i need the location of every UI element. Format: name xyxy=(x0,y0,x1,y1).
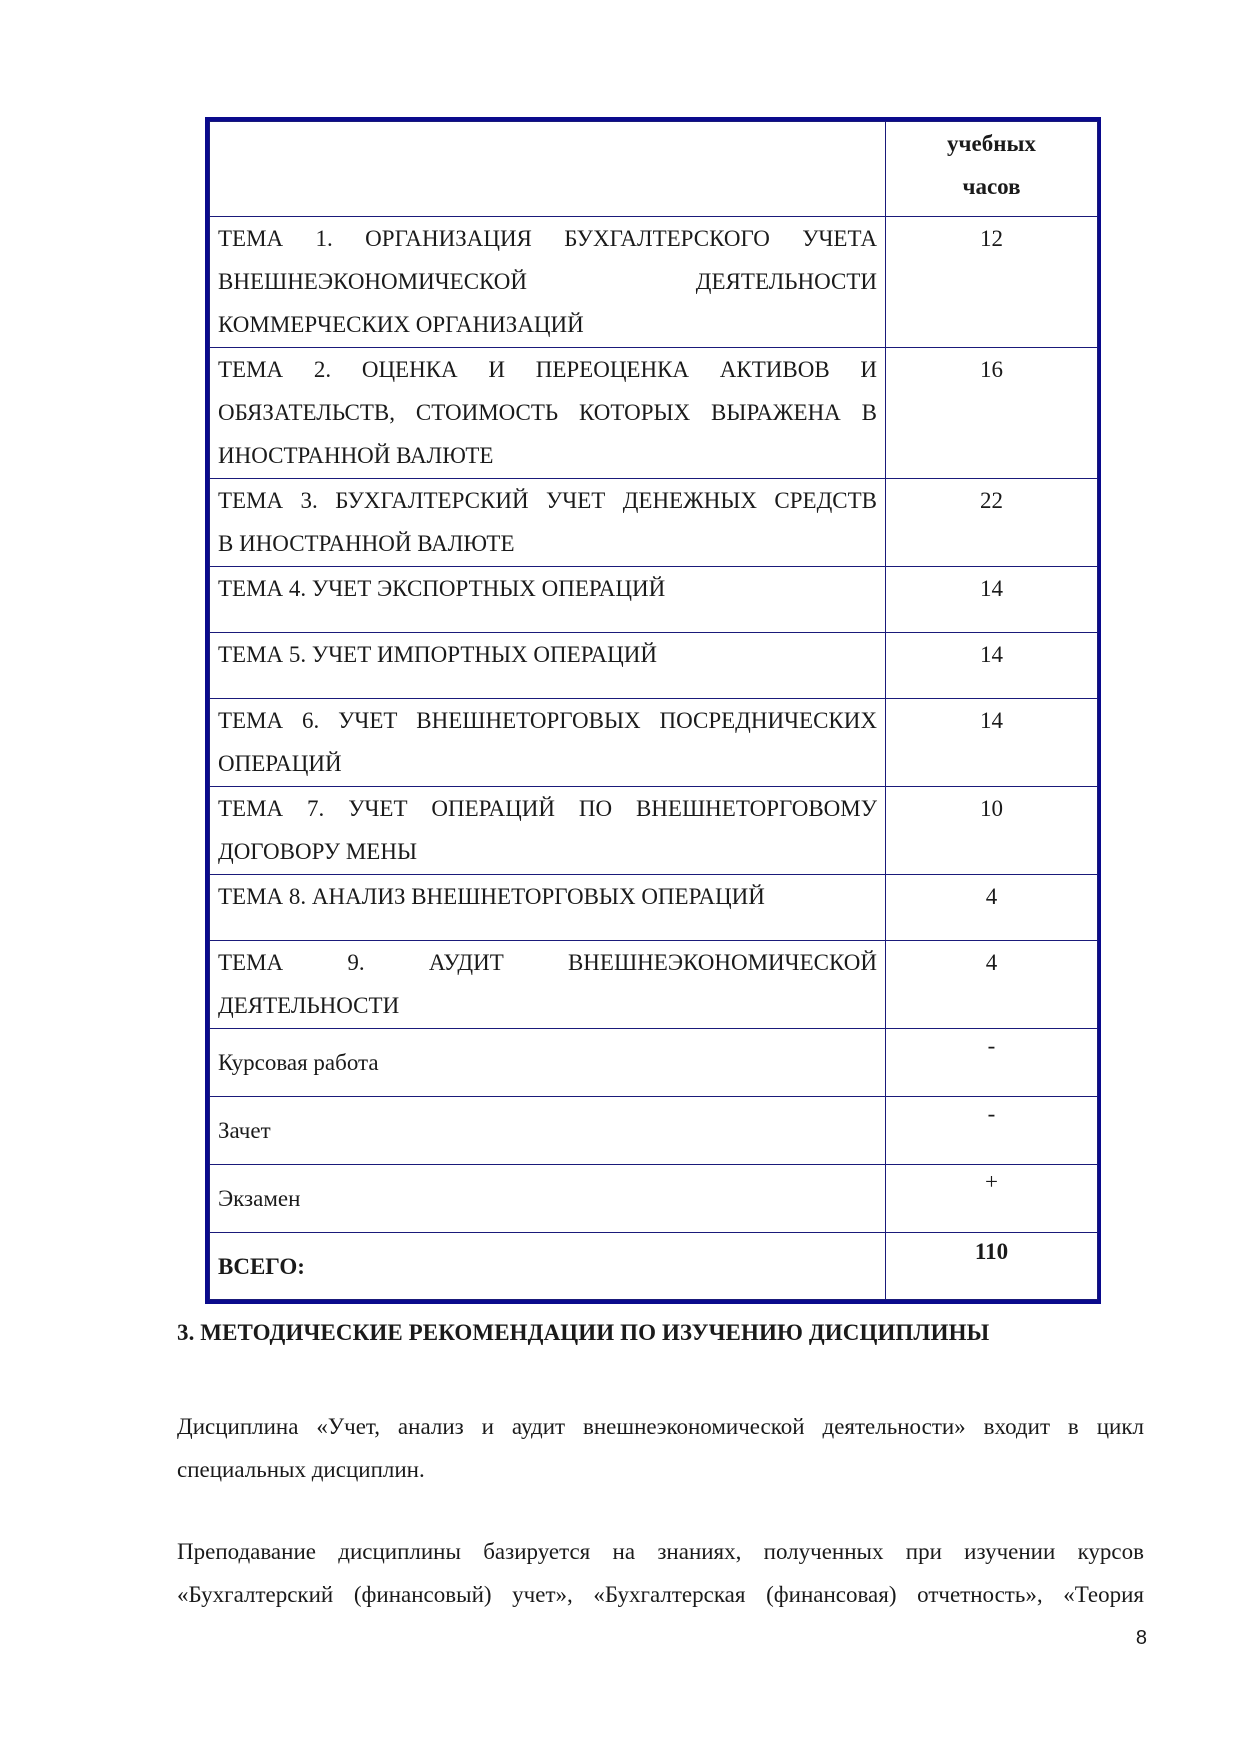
exam-label: Экзамен xyxy=(210,1165,886,1233)
hours-cell: 16 xyxy=(886,348,1098,479)
topic-line: ОПЕРАЦИЙ xyxy=(218,751,342,776)
table-row-coursework xyxy=(210,1029,1098,1097)
topic-cell xyxy=(210,633,886,699)
paragraph-line: Дисциплина «Учет, анализ и аудит внешнеэкономической деятельности» входит в цикл xyxy=(177,1414,1144,1439)
topic-cell xyxy=(210,348,886,479)
topic-cell xyxy=(210,941,886,1029)
topic-line: ОБЯЗАТЕЛЬСТВ, СТОИМОСТЬ КОТОРЫХ ВЫРАЖЕНА В xyxy=(218,400,877,425)
topic-line: ДЕЯТЕЛЬНОСТИ xyxy=(218,993,400,1018)
topic-line: ТЕМА 7. УЧЕТ ОПЕРАЦИЙ ПО ВНЕШНЕТОРГОВОМУ xyxy=(218,796,877,821)
topic-cell xyxy=(210,787,886,875)
table-header-row xyxy=(210,122,1098,217)
paragraph-1 xyxy=(177,1405,1144,1491)
table-row-credit xyxy=(210,1097,1098,1165)
hours-cell: 4 xyxy=(886,875,1098,941)
topic-line: ИНОСТРАННОЙ ВАЛЮТЕ xyxy=(218,443,494,468)
topic-line: ТЕМА 4. УЧЕТ ЭКСПОРТНЫХ ОПЕРАЦИЙ xyxy=(218,576,666,601)
topic-line: ТЕМА 6. УЧЕТ ВНЕШНЕТОРГОВЫХ ПОСРЕДНИЧЕСКИХ xyxy=(218,708,877,733)
hours-table xyxy=(205,117,1101,1304)
hours-cell: 14 xyxy=(886,567,1098,633)
topic-line: ВНЕШНЕЭКОНОМИЧЕСКОЙ ДЕЯТЕЛЬНОСТИ xyxy=(218,269,877,294)
topic-line: ДОГОВОРУ МЕНЫ xyxy=(218,839,418,864)
topic-cell xyxy=(210,699,886,787)
total-label: ВСЕГО: xyxy=(210,1233,886,1300)
coursework-value: - xyxy=(886,1029,1098,1097)
table-row xyxy=(210,217,1098,348)
header-hours-line2: часов xyxy=(962,174,1021,199)
table-row xyxy=(210,567,1098,633)
topic-cell xyxy=(210,217,886,348)
topic-line: ТЕМА 5. УЧЕТ ИМПОРТНЫХ ОПЕРАЦИЙ xyxy=(218,642,657,667)
table-row xyxy=(210,875,1098,941)
table-row xyxy=(210,348,1098,479)
topic-line: ТЕМА 9. АУДИТ ВНЕШНЕЭКОНОМИЧЕСКОЙ xyxy=(218,950,877,975)
topic-cell xyxy=(210,479,886,567)
credit-value: - xyxy=(886,1097,1098,1165)
hours-cell: 14 xyxy=(886,699,1098,787)
header-hours-cell xyxy=(886,122,1098,217)
page-number: 8 xyxy=(1135,1627,1147,1649)
hours-cell: 10 xyxy=(886,787,1098,875)
table-row xyxy=(210,479,1098,567)
paragraph-line: специальных дисциплин. xyxy=(177,1457,425,1482)
credit-label: Зачет xyxy=(210,1097,886,1165)
header-topic-cell xyxy=(210,122,886,217)
table-row xyxy=(210,699,1098,787)
table-row xyxy=(210,633,1098,699)
topic-line: ТЕМА 1. ОРГАНИЗАЦИЯ БУХГАЛТЕРСКОГО УЧЕТА xyxy=(218,226,877,251)
table-row xyxy=(210,941,1098,1029)
topic-line: ТЕМА 8. АНАЛИЗ ВНЕШНЕТОРГОВЫХ ОПЕРАЦИЙ xyxy=(218,884,765,909)
section-heading: 3. МЕТОДИЧЕСКИЕ РЕКОМЕНДАЦИИ ПО ИЗУЧЕНИЮ ДИСЦИПЛИНЫ xyxy=(177,1320,990,1345)
exam-value: + xyxy=(886,1165,1098,1233)
hours-cell: 4 xyxy=(886,941,1098,1029)
header-hours-line1: учебных xyxy=(947,131,1036,156)
topic-line: ТЕМА 3. БУХГАЛТЕРСКИЙ УЧЕТ ДЕНЕЖНЫХ СРЕДСТВ xyxy=(218,488,877,513)
hours-cell: 22 xyxy=(886,479,1098,567)
topic-line: В ИНОСТРАННОЙ ВАЛЮТЕ xyxy=(218,531,515,556)
paragraph-line: «Бухгалтерский (финансовый) учет», «Бухгалтерская (финансовая) отчетность», «Теория xyxy=(177,1582,1144,1607)
table-row xyxy=(210,787,1098,875)
hours-cell: 14 xyxy=(886,633,1098,699)
coursework-label: Курсовая работа xyxy=(210,1029,886,1097)
topic-cell xyxy=(210,567,886,633)
paragraph-2 xyxy=(177,1530,1144,1616)
total-value: 110 xyxy=(886,1233,1098,1300)
topic-line: ТЕМА 2. ОЦЕНКА И ПЕРЕОЦЕНКА АКТИВОВ И xyxy=(218,357,877,382)
hours-cell: 12 xyxy=(886,217,1098,348)
paragraph-line: Преподавание дисциплины базируется на знаниях, полученных при изучении курсов xyxy=(177,1539,1144,1564)
table-row-total xyxy=(210,1233,1098,1300)
topic-line: КОММЕРЧЕСКИХ ОРГАНИЗАЦИЙ xyxy=(218,312,584,337)
topic-cell xyxy=(210,875,886,941)
table-row-exam xyxy=(210,1165,1098,1233)
